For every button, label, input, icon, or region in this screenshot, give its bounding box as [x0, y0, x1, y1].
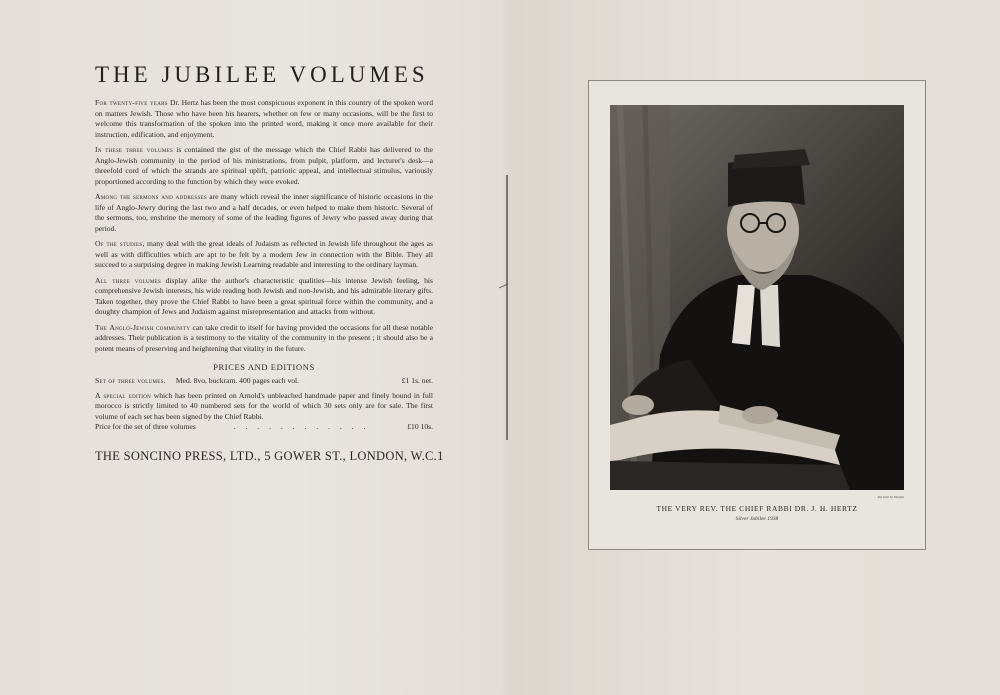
special-edition — [95, 391, 433, 423]
paragraph-lead: Among the sermons and addresses — [95, 192, 207, 201]
paragraph-1 — [95, 98, 433, 140]
paragraph-lead: For twenty-five years — [95, 98, 168, 107]
set-edition-price: £1 1s. net. — [401, 376, 433, 385]
paragraph-lead: Of the studies, — [95, 239, 145, 248]
paragraph-text: display alike the author's characteristic qualities—his intense Jewish feeling, his comprehensive Jewish interests, his wide reading both Jewish and non-Jewish, and his admirable literary gifts. Taken together, they prove the Chief Rabbi to have been a great spiritual force within the community, and a doughty champion of Jews and Judaism against misrepresentation and attacks from without. — [95, 275, 433, 316]
special-price-row — [95, 422, 433, 433]
photo-credit: Portrait by Vandyk — [877, 495, 904, 499]
set-edition-line — [95, 376, 433, 387]
special-edition-text: which has been printed on Arnold's unbleached handmade paper and finely bound in full morocco is strictly limited to 40 numbered sets for the world of which 30 sets only are for sale. The first volume of each set has been signed by the Chief Rabbi. — [95, 390, 433, 421]
paragraph-text: is contained the gist of the message which the Chief Rabbi has delivered to the Anglo-Jewish community in the period of his ministrations, from pulpit, platform, and lecturer's desk—a threefold cord of which the strands are spiritual uplift, patriotic appeal, and intellectual stimulus, variously proportioned according to the function by which they were evoked. — [95, 145, 433, 186]
prices-heading: PRICES AND EDITIONS — [213, 362, 315, 372]
paragraph-4 — [95, 239, 433, 271]
portrait-caption: THE VERY REV. THE CHIEF RABBI DR. J. H. HERTZ — [656, 504, 858, 513]
special-price-dots: . . . . . . . . . . . . — [233, 422, 370, 431]
paragraph-lead: In these three volumes — [95, 145, 174, 154]
portrait-subcaption: Silver Jubilee 1938 — [735, 516, 779, 522]
paragraph-text: many deal with the great ideals of Judaism as reflected in Jewish life throughout the ages as well as with difficulties which are apt to be felt by a modern Jew in connection with the Bible. They all succeed to a surprising degree in making Jewish Learning readable and interesting to the ordinary layman. — [95, 239, 433, 269]
paragraph-3 — [95, 192, 433, 234]
paragraph-5 — [95, 276, 433, 318]
left-page — [95, 62, 444, 464]
portrait-plate — [588, 80, 926, 550]
special-edition-lead: A special edition — [95, 390, 152, 400]
paragraph-6 — [95, 323, 433, 355]
paragraph-text: Dr. Hertz has been the most conspicuous exponent in this country of the spoken word on matters Jewish. Those who have been his hearers, whether on few or many occasions, will be the first to welcome this transformation of the spoken into the printed word, making it once more available for their instruction, edification, and enjoyment. — [95, 98, 433, 139]
paragraph-lead: The Anglo-Jewish community — [95, 322, 191, 332]
paragraph-text: can take credit to itself for having provided the occasions for all these notable addresses. Their publication is a testimony to the vitality of the community in the present ; it should also be a potent means of preserving and heightening that vitality in the future. — [95, 322, 433, 353]
portrait-illustration — [610, 105, 904, 490]
portrait-photo — [610, 105, 904, 490]
page-title: THE JUBILEE VOLUMES — [95, 62, 429, 87]
special-price-value: £10 10s. — [407, 422, 433, 431]
center-fold — [506, 175, 508, 440]
paragraph-2 — [95, 145, 433, 187]
publisher-imprint: THE SONCINO PRESS, LTD., 5 GOWER ST., LONDON, W.C.1 — [95, 448, 444, 463]
set-edition-lead: Set of three volumes. — [95, 376, 166, 385]
fold-notch — [499, 283, 511, 294]
paragraph-lead: All three volumes — [95, 275, 162, 285]
set-edition-desc: Med. 8vo, buckram. 400 pages each vol. — [175, 376, 300, 385]
paragraph-text: are many which reveal the inner significance of historic occasions in the life of Anglo-Jewry during the last two and a half decades, or even helped to make them historic. Several of the sermons, too, enshrine the memory of some of the leading figures of Jewry who passed away during that period. — [95, 192, 433, 233]
special-price-label: Price for the set of three volumes — [95, 422, 196, 431]
